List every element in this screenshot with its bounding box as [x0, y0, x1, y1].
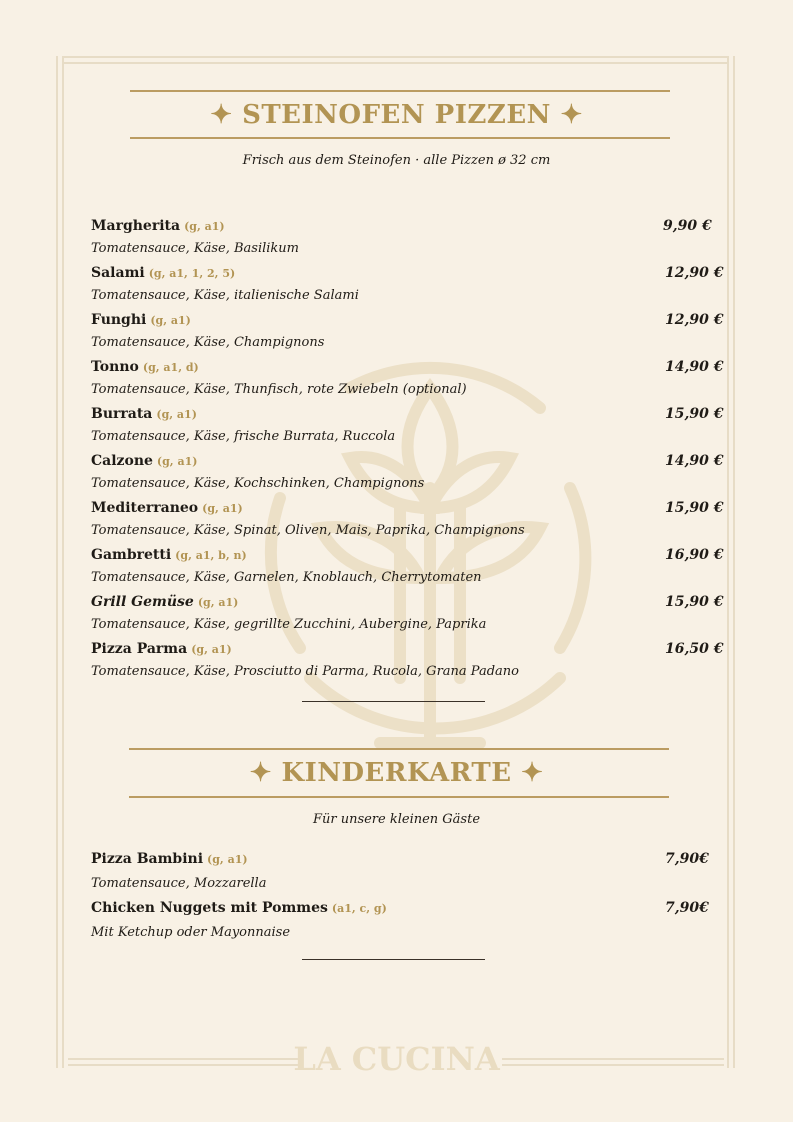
- section-subtitle: Für unsere kleinen Gäste: [312, 812, 481, 827]
- section-title-text: KINDERKARTE: [281, 758, 512, 788]
- menu-item-name: [91, 218, 225, 234]
- menu-item-name: [91, 641, 232, 657]
- menu-item-description: Mit Ketchup oder Mayonnaise: [91, 925, 291, 940]
- menu-item-title: Salami: [91, 265, 145, 281]
- menu-item-title: Calzone: [91, 453, 153, 469]
- menu-item-name: [91, 406, 197, 422]
- menu-item-title: Pizza Parma: [91, 641, 188, 657]
- footer-line-right: [502, 1058, 724, 1066]
- menu-item-description: Tomatensauce, Käse, Prosciutto di Parma, Rucola, Grana Padano: [91, 664, 519, 679]
- menu-item-allergens: (g, a1): [191, 643, 232, 656]
- section-title-text: STEINOFEN PIZZEN: [242, 100, 551, 130]
- page-frame-right: [727, 56, 735, 1068]
- menu-item-price: 15,90 €: [665, 594, 724, 610]
- menu-item-price: 9,90 €: [663, 218, 712, 234]
- wheat-crest-icon: [240, 348, 620, 768]
- menu-item-name: [91, 851, 248, 867]
- menu-item-title: Tonno: [91, 359, 139, 375]
- section-title: [0, 758, 793, 788]
- section-rule: [130, 90, 670, 92]
- menu-item-name: [91, 265, 235, 281]
- menu-item-title: Pizza Bambini: [91, 851, 204, 867]
- menu-item-price: 16,50 €: [665, 641, 724, 657]
- page-frame-left: [56, 56, 64, 1068]
- menu-item-name: [91, 547, 247, 563]
- divider: [302, 701, 485, 702]
- menu-item-allergens: (g, a1): [184, 220, 225, 233]
- menu-item-price: 7,90€: [665, 900, 709, 916]
- footer-brand: LA CUCINA: [293, 1040, 500, 1078]
- page-frame-top: [62, 56, 727, 64]
- menu-item-title: Mediterraneo: [91, 500, 199, 516]
- section-rule: [129, 796, 669, 798]
- menu-item-allergens: (g, a1): [197, 596, 239, 609]
- menu-item-description: Tomatensauce, Käse, italienische Salami: [91, 288, 359, 303]
- menu-item-allergens: (g, a1): [150, 314, 191, 327]
- section-subtitle: Frisch aus dem Steinofen · alle Pizzen ø 32 cm: [242, 153, 551, 168]
- menu-item-price: 12,90 €: [665, 312, 724, 328]
- menu-item-title: Grill Gemüse: [91, 594, 194, 610]
- menu-item-name: [91, 312, 191, 328]
- four-point-star-icon: ✦: [560, 100, 583, 130]
- menu-item-allergens: (g, a1): [156, 455, 198, 468]
- menu-item-price: 7,90€: [665, 851, 709, 867]
- divider: [302, 959, 485, 960]
- menu-item-price: 14,90 €: [665, 453, 724, 469]
- menu-item-price: 14,90 €: [665, 359, 724, 375]
- four-point-star-icon: ✦: [210, 100, 233, 130]
- menu-item-name: [91, 900, 387, 916]
- menu-item-description: Tomatensauce, Käse, Thunfisch, rote Zwiebeln (optional): [91, 382, 467, 397]
- four-point-star-icon: ✦: [249, 758, 272, 788]
- menu-item-name: [91, 500, 243, 516]
- menu-item-description: Tomatensauce, Käse, Basilikum: [91, 241, 300, 256]
- menu-item-description: Tomatensauce, Käse, Garnelen, Knoblauch, Cherrytomaten: [91, 570, 482, 585]
- menu-item-price: 16,90 €: [665, 547, 724, 563]
- menu-item-description: Tomatensauce, Mozzarella: [91, 876, 267, 891]
- menu-item-title: Burrata: [91, 406, 153, 422]
- menu-item-name: [91, 594, 238, 610]
- menu-item-title: Gambretti: [91, 547, 172, 563]
- menu-item-description: Tomatensauce, Käse, frische Burrata, Ruccola: [91, 429, 396, 444]
- menu-item-title: Margherita: [91, 218, 181, 234]
- menu-item-price: 15,90 €: [665, 500, 724, 516]
- menu-item-allergens: (g, a1): [202, 502, 243, 515]
- menu-item-allergens: (g, a1): [207, 853, 248, 866]
- menu-item-name: [91, 453, 197, 469]
- menu-item-description: Tomatensauce, Käse, Champignons: [91, 335, 325, 350]
- menu-item-price: 15,90 €: [665, 406, 724, 422]
- menu-item-allergens: (a1, c, g): [331, 902, 387, 915]
- menu-item-allergens: (g, a1, b, n): [175, 549, 247, 562]
- menu-item-allergens: (g, a1): [156, 408, 197, 421]
- menu-item-description: Tomatensauce, Käse, Spinat, Oliven, Mais, Paprika, Champignons: [91, 523, 525, 538]
- section-title: [0, 100, 793, 130]
- menu-item-name: [91, 359, 199, 375]
- menu-item-description: Tomatensauce, Käse, gegrillte Zucchini, Aubergine, Paprika: [91, 617, 487, 632]
- menu-item-allergens: (g, a1, d): [142, 361, 199, 374]
- menu-item-title: Funghi: [91, 312, 147, 328]
- section-rule: [129, 748, 669, 750]
- section-rule: [130, 137, 670, 139]
- menu-item-title: Chicken Nuggets mit Pommes: [91, 900, 328, 916]
- menu-item-description: Tomatensauce, Käse, Kochschinken, Champignons: [91, 476, 425, 491]
- menu-item-allergens: (g, a1, 1, 2, 5): [148, 267, 236, 280]
- menu-item-price: 12,90 €: [665, 265, 724, 281]
- four-point-star-icon: ✦: [521, 758, 544, 788]
